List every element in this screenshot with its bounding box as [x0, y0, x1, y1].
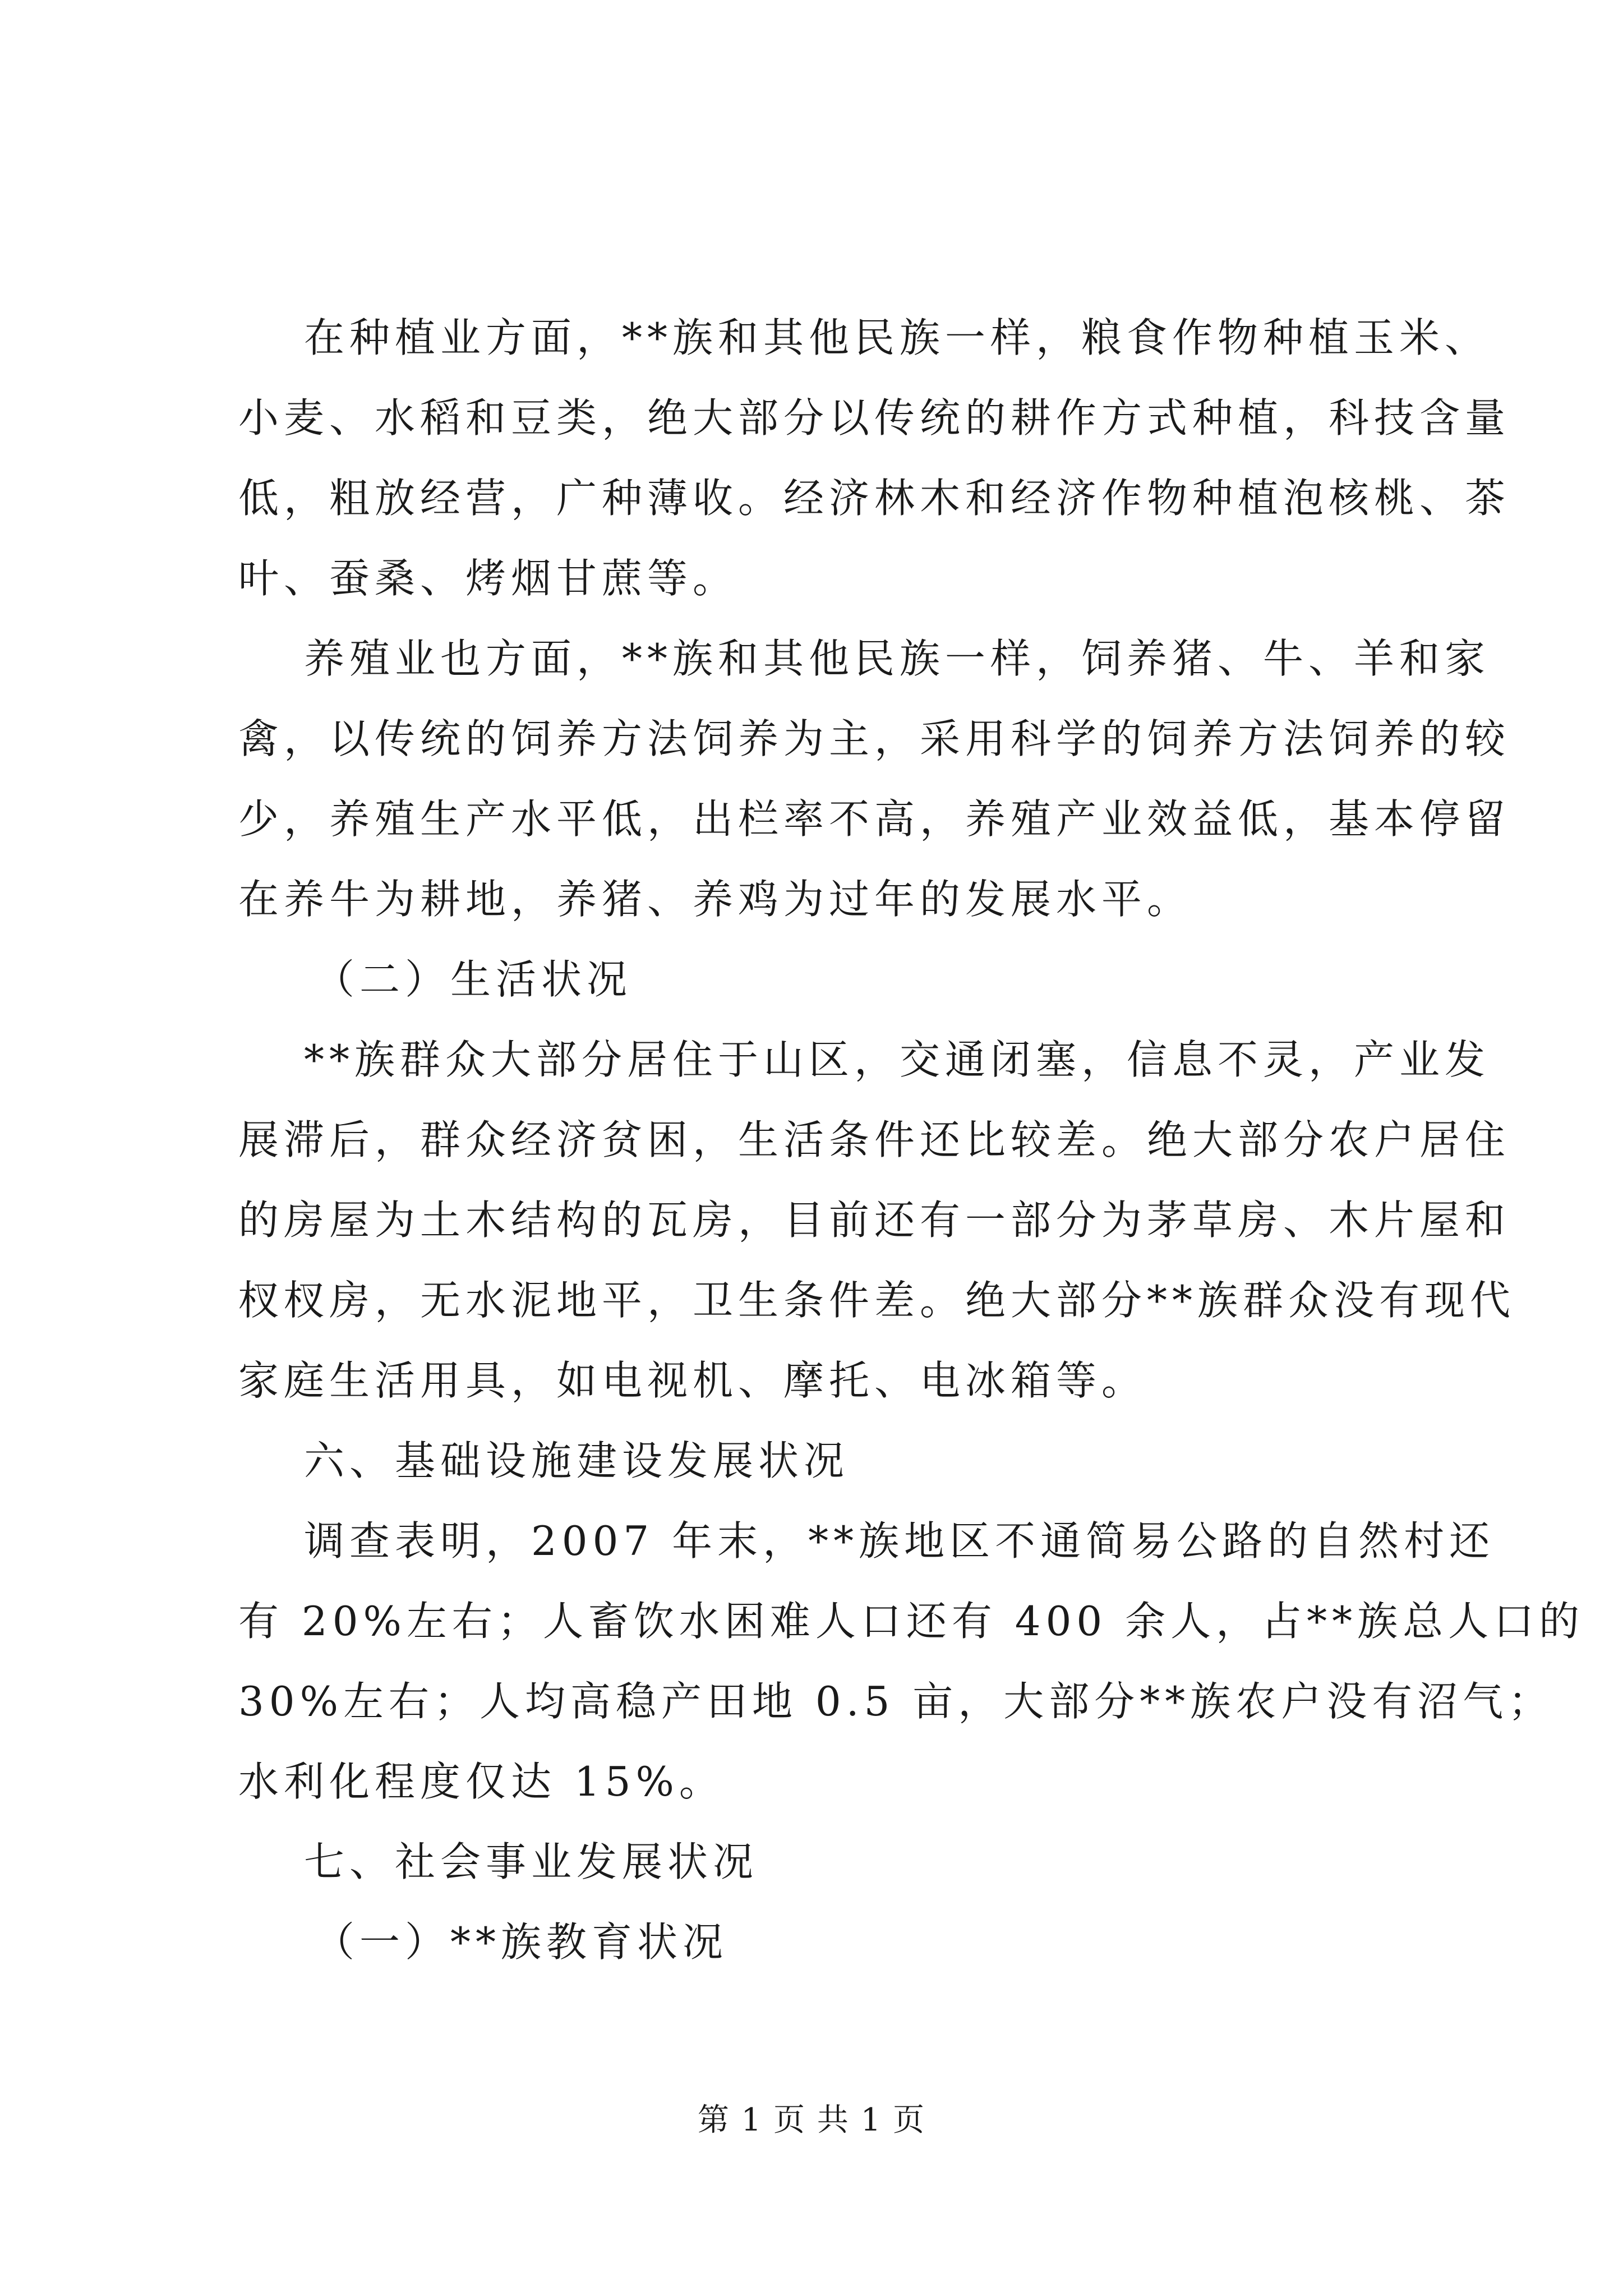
paragraph-living-line-4: 杈杈房，无水泥地平，卫生条件差。绝大部分**族群众没有现代 — [238, 1277, 1516, 1324]
heading-education: （一）**族教育状况 — [314, 1918, 728, 1966]
paragraph-planting-line-3: 低，粗放经营，广种薄收。经济林木和经济作物种植泡核桃、茶 — [238, 475, 1511, 522]
paragraph-infrastructure-line-4: 水利化程度仅达 15%。 — [238, 1758, 725, 1805]
paragraph-living-line-5: 家庭生活用具，如电视机、摩托、电冰箱等。 — [238, 1357, 1147, 1404]
paragraph-planting-line-2: 小麦、水稻和豆类，绝大部分以传统的耕作方式种植，科技含量 — [238, 394, 1511, 441]
paragraph-living-line-2: 展滞后，群众经济贫困，生活条件还比较差。绝大部分农户居住 — [238, 1116, 1511, 1163]
heading-living-conditions: （二）生活状况 — [314, 956, 633, 1003]
paragraph-breeding-line-4: 在养牛为耕地，养猪、养鸡为过年的发展水平。 — [238, 876, 1193, 923]
paragraph-infrastructure-line-1: 调查表明，2007 年末，**族地区不通简易公路的自然村还 — [304, 1517, 1495, 1565]
page-footer: 第 1 页 共 1 页 — [697, 2102, 926, 2138]
paragraph-infrastructure-line-3: 30%左右；人均高稳产田地 0.5 亩，大部分**族农户没有沼气； — [238, 1678, 1554, 1725]
paragraph-breeding-line-1: 养殖业也方面，**族和其他民族一样，饲养猪、牛、羊和家 — [304, 635, 1491, 682]
paragraph-breeding-line-3: 少，养殖生产水平低，出栏率不高，养殖产业效益低，基本停留 — [238, 795, 1511, 843]
heading-social-affairs: 七、社会事业发展状况 — [304, 1838, 759, 1885]
paragraph-breeding-line-2: 禽，以传统的饲养方法饲养为主，采用科学的饲养方法饲养的较 — [238, 715, 1511, 762]
paragraph-living-line-1: **族群众大部分居住于山区，交通闭塞，信息不灵，产业发 — [304, 1036, 1491, 1083]
paragraph-living-line-3: 的房屋为土木结构的瓦房，目前还有一部分为茅草房、木片屋和 — [238, 1197, 1511, 1244]
heading-infrastructure: 六、基础设施建设发展状况 — [304, 1437, 850, 1484]
paragraph-planting-line-4: 叶、蚕桑、烤烟甘蔗等。 — [238, 555, 739, 602]
paragraph-planting-line-1: 在种植业方面，**族和其他民族一样，粮食作物种植玉米、 — [304, 314, 1491, 361]
paragraph-infrastructure-line-2: 有 20%左右；人畜饮水困难人口还有 400 余人，占**族总人口的 — [238, 1598, 1585, 1645]
